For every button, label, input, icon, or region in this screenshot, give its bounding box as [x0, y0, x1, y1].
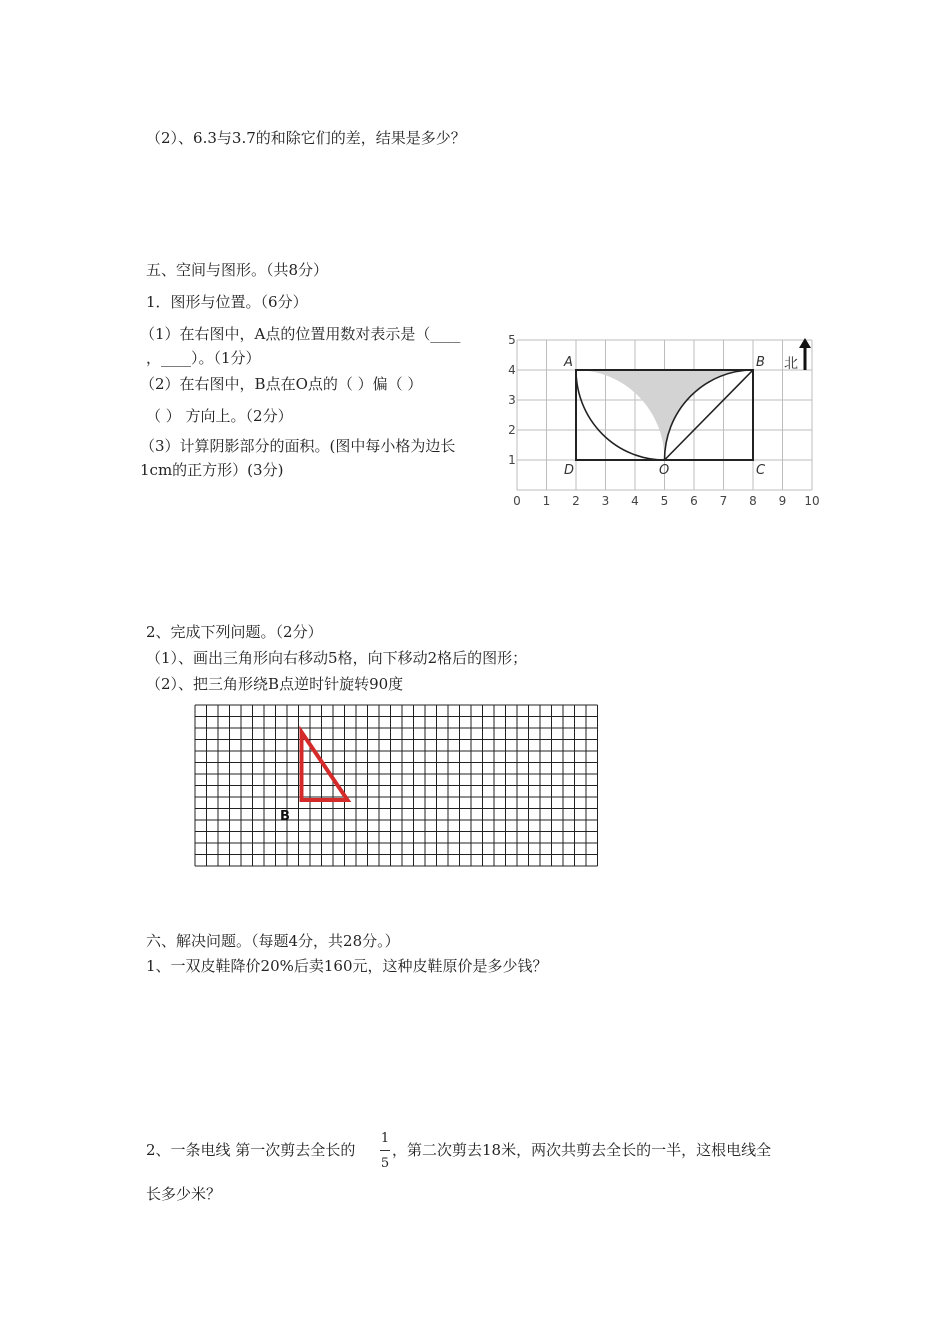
y-tick-2: 2: [508, 423, 516, 437]
q1-part3-line2: 1cm的正方形）(3分): [140, 461, 284, 479]
section-5-title: 五、空间与图形。（共8分）: [146, 261, 329, 279]
fraction-numerator: 1: [380, 1131, 390, 1146]
x-tick-4: 4: [631, 494, 639, 508]
q1-part1-line1: （1）在右图中，A点的位置用数对表示是（____: [140, 325, 461, 343]
label-d: D: [564, 463, 575, 478]
fraction-denominator: 5: [380, 1156, 390, 1171]
x-tick-6: 6: [690, 494, 698, 508]
fraction-bar: [380, 1150, 390, 1151]
north-arrow-icon: [799, 338, 811, 370]
section-6-title: 六、解决问题。（每题4分，共28分。）: [146, 932, 400, 950]
section-6-q2-part-b: ，第二次剪去18米，两次共剪去全长的一半，这根电线全: [392, 1141, 772, 1159]
x-tick-7: 7: [719, 494, 728, 508]
q1-part1-line2: ，____）。（1分）: [146, 349, 261, 367]
grid-figure: [190, 700, 600, 880]
q1-part3-line1: （3）计算阴影部分的面积。(图中每小格为边长: [140, 437, 456, 455]
q1-part2-line1: （2）在右图中，B点在O点的（ ）偏（ ）: [140, 375, 423, 393]
y-tick-4: 4: [508, 363, 516, 377]
x-tick-2: 2: [572, 494, 580, 508]
section-6-q2-line2: 长多少米？: [146, 1185, 222, 1203]
q1-part2-line2: （ ） 方向上。（2分）: [146, 407, 293, 425]
label-b: B: [756, 355, 765, 370]
north-label: 北: [784, 356, 798, 372]
x-tick-5: 5: [660, 494, 669, 508]
section-6-q1: 1、一双皮鞋降价20%后卖160元，这种皮鞋原价是多少钱？: [146, 957, 548, 975]
x-tick-8: 8: [749, 494, 757, 508]
x-tick-1: 1: [542, 494, 551, 508]
x-tick-0: 0: [513, 494, 521, 508]
q2-part2: （2）、把三角形绕B点逆时针旋转90度: [146, 675, 404, 693]
coordinate-figure: [500, 330, 830, 510]
y-tick-3: 3: [508, 393, 516, 407]
label-a: A: [564, 355, 573, 370]
question-4-2: （2）、6.3与3.7的和除它们的差，结果是多少？: [146, 129, 466, 147]
q2-part1: （1）、画出三角形向右移动5格，向下移动2格后的图形；: [146, 649, 528, 667]
label-o: O: [659, 463, 670, 478]
shaded-region: [576, 370, 753, 460]
y-tick-5: 5: [508, 333, 516, 347]
x-tick-10: 10: [804, 494, 820, 508]
y-tick-1: 1: [508, 453, 516, 467]
section-5-q1-title: 1．图形与位置。（6分）: [146, 293, 308, 311]
section-6-q2-part-a: 2、一条电线 第一次剪去全长的: [146, 1141, 356, 1159]
red-triangle: [302, 732, 348, 800]
x-tick-9: 9: [778, 494, 787, 508]
label-c: C: [756, 463, 766, 478]
point-b-label: B: [280, 809, 290, 824]
x-tick-3: 3: [601, 494, 610, 508]
section-5-q2-title: 2、完成下列问题。（2分）: [146, 623, 323, 641]
